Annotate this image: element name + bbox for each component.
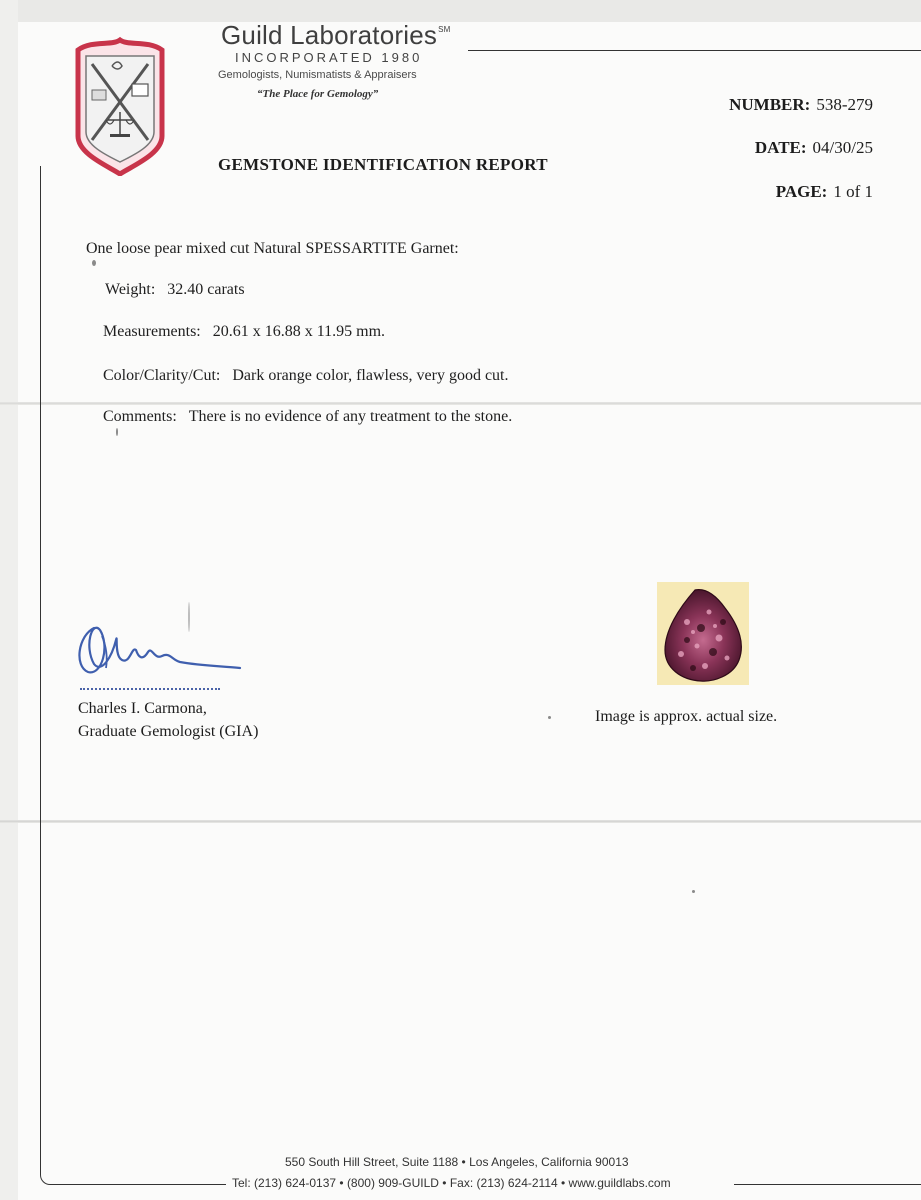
report-number — [729, 95, 873, 115]
comments-label: Comments: — [103, 408, 177, 425]
frame-rule-top — [468, 50, 921, 51]
shield-crest-icon — [72, 36, 168, 176]
report-page-value: 1 of 1 — [833, 182, 873, 201]
paper-fold-upper — [0, 402, 921, 405]
report-page-count — [776, 182, 873, 202]
scan-speck — [116, 428, 118, 436]
color-clarity-cut-line — [103, 367, 509, 385]
signer-name: Charles I. Carmona, — [78, 700, 207, 717]
weight-line — [105, 281, 245, 299]
scan-edge-left — [0, 0, 18, 1200]
image-caption: Image is approx. actual size. — [595, 708, 778, 725]
lab-motto: “The Place for Gemology” — [257, 88, 379, 100]
scan-edge-top — [0, 0, 921, 22]
color-clarity-cut-label: Color/Clarity/Cut: — [103, 367, 221, 384]
service-mark: SM — [438, 25, 451, 34]
scan-speck — [548, 716, 551, 719]
scan-speck — [692, 890, 695, 893]
frame-rule-bottom-left — [40, 1174, 226, 1185]
gem-photo-frame — [657, 582, 749, 685]
lab-name — [221, 20, 450, 51]
handwritten-signature — [72, 616, 247, 686]
footer-address: 550 South Hill Street, Suite 1188 • Los Angeles, California 90013 — [285, 1155, 629, 1169]
measurements-value: 20.61 x 16.88 x 11.95 mm. — [212, 323, 386, 340]
report-date-label: DATE: — [754, 138, 807, 157]
pear-gemstone-photo — [657, 582, 749, 685]
color-clarity-cut-value: Dark orange color, flawless, very good cut. — [232, 367, 509, 384]
signature-dotted-line — [80, 688, 220, 690]
report-title: GEMSTONE IDENTIFICATION REPORT — [218, 155, 548, 174]
report-number-value: 538-279 — [816, 95, 873, 114]
scan-speck — [188, 602, 190, 632]
lab-name-text: Guild Laboratories — [221, 20, 438, 50]
scan-speck — [92, 260, 96, 266]
lab-services: Gemologists, Numismatists & Appraisers — [218, 69, 417, 81]
weight-value: 32.40 carats — [167, 281, 245, 298]
report-date — [755, 138, 873, 158]
frame-rule-bottom-right — [734, 1184, 921, 1185]
measurements-label: Measurements: — [103, 323, 201, 340]
frame-rule-left — [40, 166, 41, 1174]
comments-value: There is no evidence of any treatment to the stone. — [188, 408, 513, 425]
measurements-line — [103, 323, 385, 341]
report-page-label: PAGE: — [775, 182, 828, 201]
weight-label: Weight: — [105, 281, 156, 298]
report-number-label: NUMBER: — [729, 95, 811, 114]
lab-incorporated: INCORPORATED 1980 — [235, 50, 423, 65]
comments-line — [103, 408, 512, 426]
signer-title: Graduate Gemologist (GIA) — [78, 723, 259, 740]
report-date-value: 04/30/25 — [812, 138, 873, 157]
footer-contact: Tel: (213) 624-0137 • (800) 909-GUILD • Fax: (213) 624-2114 • www.guildlabs.com — [232, 1176, 671, 1190]
paper-fold-lower — [0, 820, 921, 823]
stone-description: One loose pear mixed cut Natural SPESSARTITE Garnet: — [86, 240, 459, 257]
